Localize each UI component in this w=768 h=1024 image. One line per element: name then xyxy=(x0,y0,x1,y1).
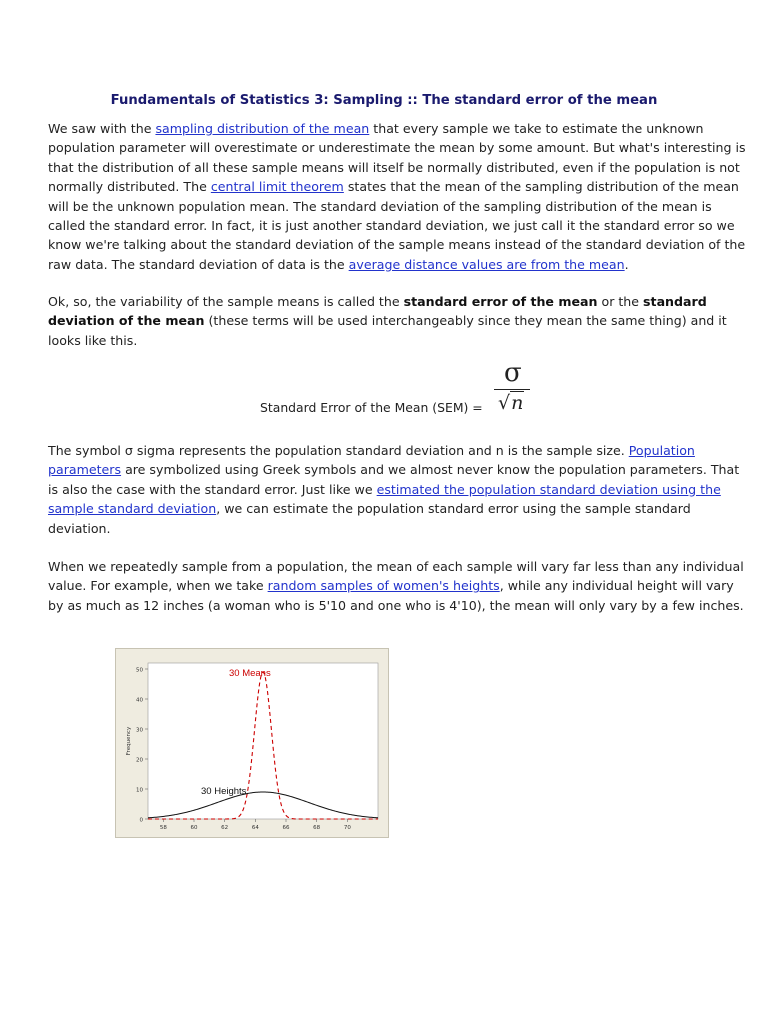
bold-term: standard deviation of the mean xyxy=(48,294,707,329)
paragraph-text: . xyxy=(624,256,629,272)
paragraph-text: When we repeatedly sample from a population, the mean of each sample will vary far less than any individual value. For example, when we take xyxy=(48,559,744,594)
plot-area xyxy=(148,663,378,819)
link-sampling-distribution[interactable]: sampling distribution of the mean xyxy=(155,121,370,136)
link-average-distance[interactable]: average distance values are from the mean xyxy=(348,256,625,272)
formula-label: Standard Error of the Mean (SEM) = xyxy=(260,400,483,415)
link-random-samples[interactable]: random samples of women's heights xyxy=(267,578,500,594)
paragraph-text: , while any individual height will vary by as much as 12 inches (a woman who is 5'10 and one who is 4'10), the mean will only vary by a few inches. xyxy=(48,578,744,613)
chart-svg xyxy=(116,649,388,837)
x-tick-label: 60 xyxy=(190,825,198,831)
link-estimated-sd[interactable]: estimated the population standard deviation using the sample standard deviation xyxy=(48,481,721,517)
fraction-bar xyxy=(494,389,530,390)
y-axis-label: Frequency xyxy=(126,726,132,756)
paragraph-sampling-distribution xyxy=(48,119,748,274)
series-label-heights: 30 Heights xyxy=(201,786,247,797)
x-tick-label: 66 xyxy=(282,825,290,831)
y-tick-label: 50 xyxy=(136,667,143,674)
bold-term: standard error of the mean xyxy=(403,294,598,309)
paragraph-text: We saw with the xyxy=(48,121,156,136)
series-label-means: 30 Means xyxy=(229,668,271,679)
formula-numerator: σ xyxy=(504,358,522,388)
x-tick-label: 58 xyxy=(159,825,167,831)
sem-formula xyxy=(260,360,560,420)
paragraph-heights xyxy=(48,557,748,615)
y-tick-label: 30 xyxy=(136,727,143,734)
x-tick-label: 68 xyxy=(313,825,321,831)
paragraph-text: states that the mean of the sampling distribution of the mean will be the unknown population mean. The standard deviation of the sampling distribution of the mean is called the standard error. In fact, it is just another standard deviation, we just call it the standard error so we know we're talking about the standard deviation of the sample means instead of the standard deviation of the raw data. The standard deviation of data is the xyxy=(48,179,746,272)
paragraph-sigma xyxy=(48,441,748,538)
distribution-chart xyxy=(115,648,389,838)
denominator-n: n xyxy=(511,392,524,414)
x-tick-label: 62 xyxy=(221,825,229,831)
y-tick-label: 40 xyxy=(136,697,143,704)
y-tick-label: 20 xyxy=(136,757,143,764)
y-tick-label: 0 xyxy=(139,817,143,824)
paragraph-text: or the xyxy=(597,294,644,309)
y-tick-label: 10 xyxy=(136,787,143,794)
paragraph-text: Ok, so, the variability of the sample means is called the xyxy=(48,294,404,309)
x-tick-label: 64 xyxy=(251,825,259,831)
formula-denominator: √n xyxy=(498,392,524,414)
paragraph-text: The symbol σ sigma represents the population standard deviation and n is the sample size. xyxy=(48,443,629,458)
paragraph-text: (these terms will be used interchangeably since they mean the same thing) and it looks like this. xyxy=(48,313,727,348)
page-title: Fundamentals of Statistics 3: Sampling :: The standard error of the mean xyxy=(110,93,658,108)
x-tick-label: 70 xyxy=(343,825,351,831)
paragraph-text: that every sample we take to estimate the unknown population parameter will overestimate or underestimate the mean by some amount. But what's interesting is that the distribution of all these sample means will itself be normally distributed, even if the population is not normally distributed. The xyxy=(48,121,746,195)
link-central-limit-theorem[interactable]: central limit theorem xyxy=(210,179,344,195)
paragraph-standard-error xyxy=(48,292,748,350)
link-population-parameters[interactable]: Population parameters xyxy=(48,443,695,478)
paragraph-text: , we can estimate the population standard error using the sample standard deviation. xyxy=(48,501,691,536)
paragraph-text: are symbolized using Greek symbols and we almost never know the population parameters. That is also the case with the standard error. Just like we xyxy=(48,462,740,497)
